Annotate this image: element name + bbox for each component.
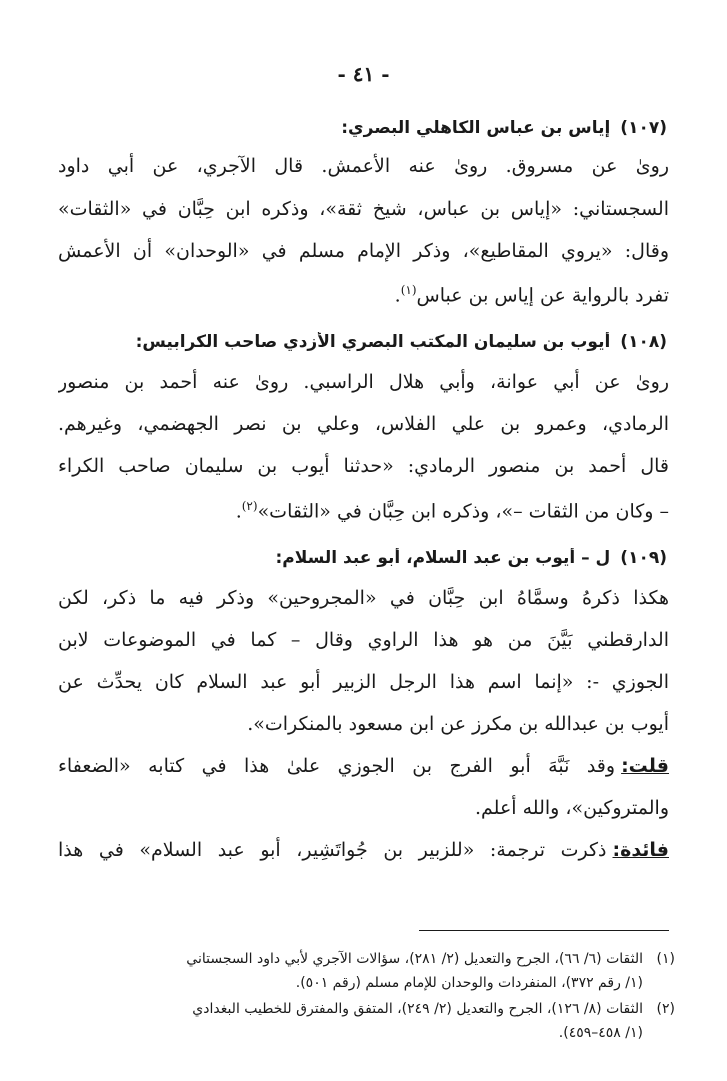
footnote-text: الثقات (٦/ ٦٦)، الجرح والتعديل (٢/ ٢٨١)، سؤالات الآجري لأبي داود السجستاني [186,951,643,967]
page-number: - ٤١ - [337,62,390,86]
footnote-ref-1: (١) [400,283,417,297]
entry-108-line-2: الرمادي، وعمرو بن علي الفلاس، وعلي بن نصر الجهضمي، وغيرهم. [58,413,669,435]
footnote-1-cont: (١/ رقم ٣٧٢)، المنفردات والوحدان للإمام مسلم (رقم ٥٠١). [295,975,643,991]
footnote-number: (٢) [656,1001,675,1017]
benefit-line [58,836,669,864]
entry-number: (١٠٩) [620,548,667,568]
entry-109-line-4: أيوب بن عبدالله بن مكرز عن ابن مسعود بالمنكرات». [247,713,669,735]
footnote-1 [40,948,675,970]
entry-108-line-4-text: – وكان من الثقات –»، وذكره ابن حِبَّان في «الثقات» [257,500,669,523]
entry-107-line-4-text: تفرد بالرواية عن إياس بن عباس [416,284,669,307]
entry-109-line-3: الجوزي -: «إنما اسم هذا الرجل الزبير أبو عبد السلام كان يحدِّث عن [58,671,669,693]
entry-108-end: . [235,500,242,523]
footnote-divider [419,930,669,931]
entry-107-end: . [394,284,401,307]
footnote-2-cont: (١/ ٤٥٨–٤٥٩). [558,1025,643,1041]
entry-number: (١٠٨) [620,332,667,352]
entry-108-line-4 [58,492,669,525]
note-text-1: وقد نَبَّهَ أبو الفرج بن الجوزي علىٰ هذا في كتابه «الضعفاء [58,755,616,777]
entry-heading-108 [40,332,667,352]
benefit-text: ذكرت ترجمة: «للزبير بن جُواتَشِير، أبو عبد السلام» في هذا [58,839,607,861]
entry-heading-109 [40,548,667,568]
note-line-1 [58,752,669,780]
benefit-label: فائدة: [612,839,669,861]
entry-title: إياس بن عباس الكاهلي البصري: [341,118,611,138]
note-line-2: والمتروكين»، والله أعلم. [474,797,669,819]
entry-107-line-4 [58,276,669,309]
entry-107-line-2: السجستاني: «إياس بن عباس، شيخ ثقة»، وذكره ابن حِبَّان في «الثقات» [58,198,669,220]
footnote-text: الثقات (٨/ ١٢٦)، الجرح والتعديل (٢/ ٢٤٩)، المتفق والمفترق للخطيب البغدادي [192,1001,643,1017]
footnote-2 [40,998,675,1020]
entry-107-line-1: رویٰ عن مسروق. رویٰ عنه الأعمش. قال الآجري، عن أبي داود [58,155,669,177]
entry-title: ل – أيوب بن عبد السلام، أبو عبد السلام: [275,548,611,568]
entry-109-line-2: الدارقطني بَيَّنَ من هو هذا الراوي وقال – كما في الموضوعات لابن [58,629,669,651]
entry-109-line-1: هكذا ذكرهُ وسمَّاهُ ابن حِبَّان في «المجروحين» وذكر فيه ما ذكر، لكن [58,587,669,609]
entry-108-line-3: قال أحمد بن منصور الرمادي: «حدثنا أيوب بن سليمان صاحب الكراء [58,455,669,477]
footnote-number: (١) [656,951,675,967]
entry-108-line-1: رویٰ عن أبي عوانة، وأبي هلال الراسبي. رویٰ عنه أحمد بن منصور [58,371,669,393]
footnote-ref-2: (٢) [241,499,258,513]
entry-heading-107 [40,118,667,138]
entry-107-line-3: وقال: «يروي المقاطيع»، وذكر الإمام مسلم في «الوحدان» أن الأعمش [58,240,669,262]
entry-title: أيوب بن سليمان المكتب البصري الأزدي صاحب الكرابيس: [135,332,611,352]
entry-number: (١٠٧) [620,118,667,138]
note-label: قلت: [621,755,669,777]
